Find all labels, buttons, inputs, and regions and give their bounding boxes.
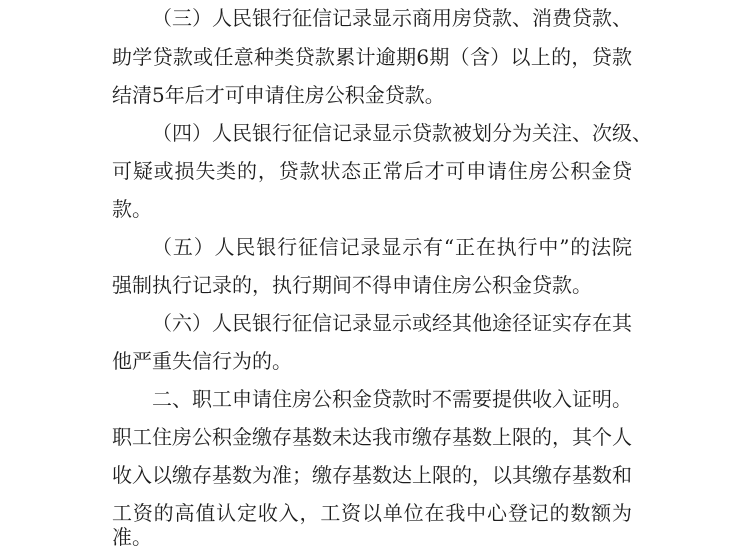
paragraph-3-line-1: （三）人民银行征信记录显示商用房贷款、消费贷款、 (152, 6, 632, 30)
paragraph-3-line-2: 助学贷款或任意种类贷款累计逾期6期（含）以上的，贷款 (112, 45, 632, 69)
paragraph-4-line-2: 可疑或损失类的，贷款状态正常后才可申请住房公积金贷 (112, 159, 632, 183)
paragraph-4-line-1: （四）人民银行征信记录显示贷款被划分为关注、次级、 (152, 121, 652, 145)
paragraph-6-line-2: 他严重失信行为的。 (112, 349, 292, 373)
paragraph-5-line-1: （五）人民银行征信记录显示有“正在执行中”的法院 (152, 235, 632, 259)
section-2-line-4: 准。 (112, 525, 152, 549)
paragraph-5-line-2: 强制执行记录的，执行期间不得申请住房公积金贷款。 (112, 273, 592, 297)
paragraph-3-line-3: 结清5年后才可申请住房公积金贷款。 (112, 83, 445, 107)
paragraph-6-line-1: （六）人民银行征信记录显示或经其他途径证实存在其 (152, 311, 632, 335)
section-2-line-1: 职工住房公积金缴存基数未达我市缴存基数上限的，其个人 (112, 425, 632, 449)
section-2-line-2: 收入以缴存基数为准；缴存基数达上限的，以其缴存基数和 (112, 463, 632, 487)
paragraph-4-line-3: 款。 (112, 197, 152, 221)
section-2-heading: 二、职工申请住房公积金贷款时不需要提供收入证明。 (152, 387, 632, 411)
section-2-line-3: 工资的高值认定收入，工资以单位在我中心登记的数额为 (112, 501, 632, 525)
